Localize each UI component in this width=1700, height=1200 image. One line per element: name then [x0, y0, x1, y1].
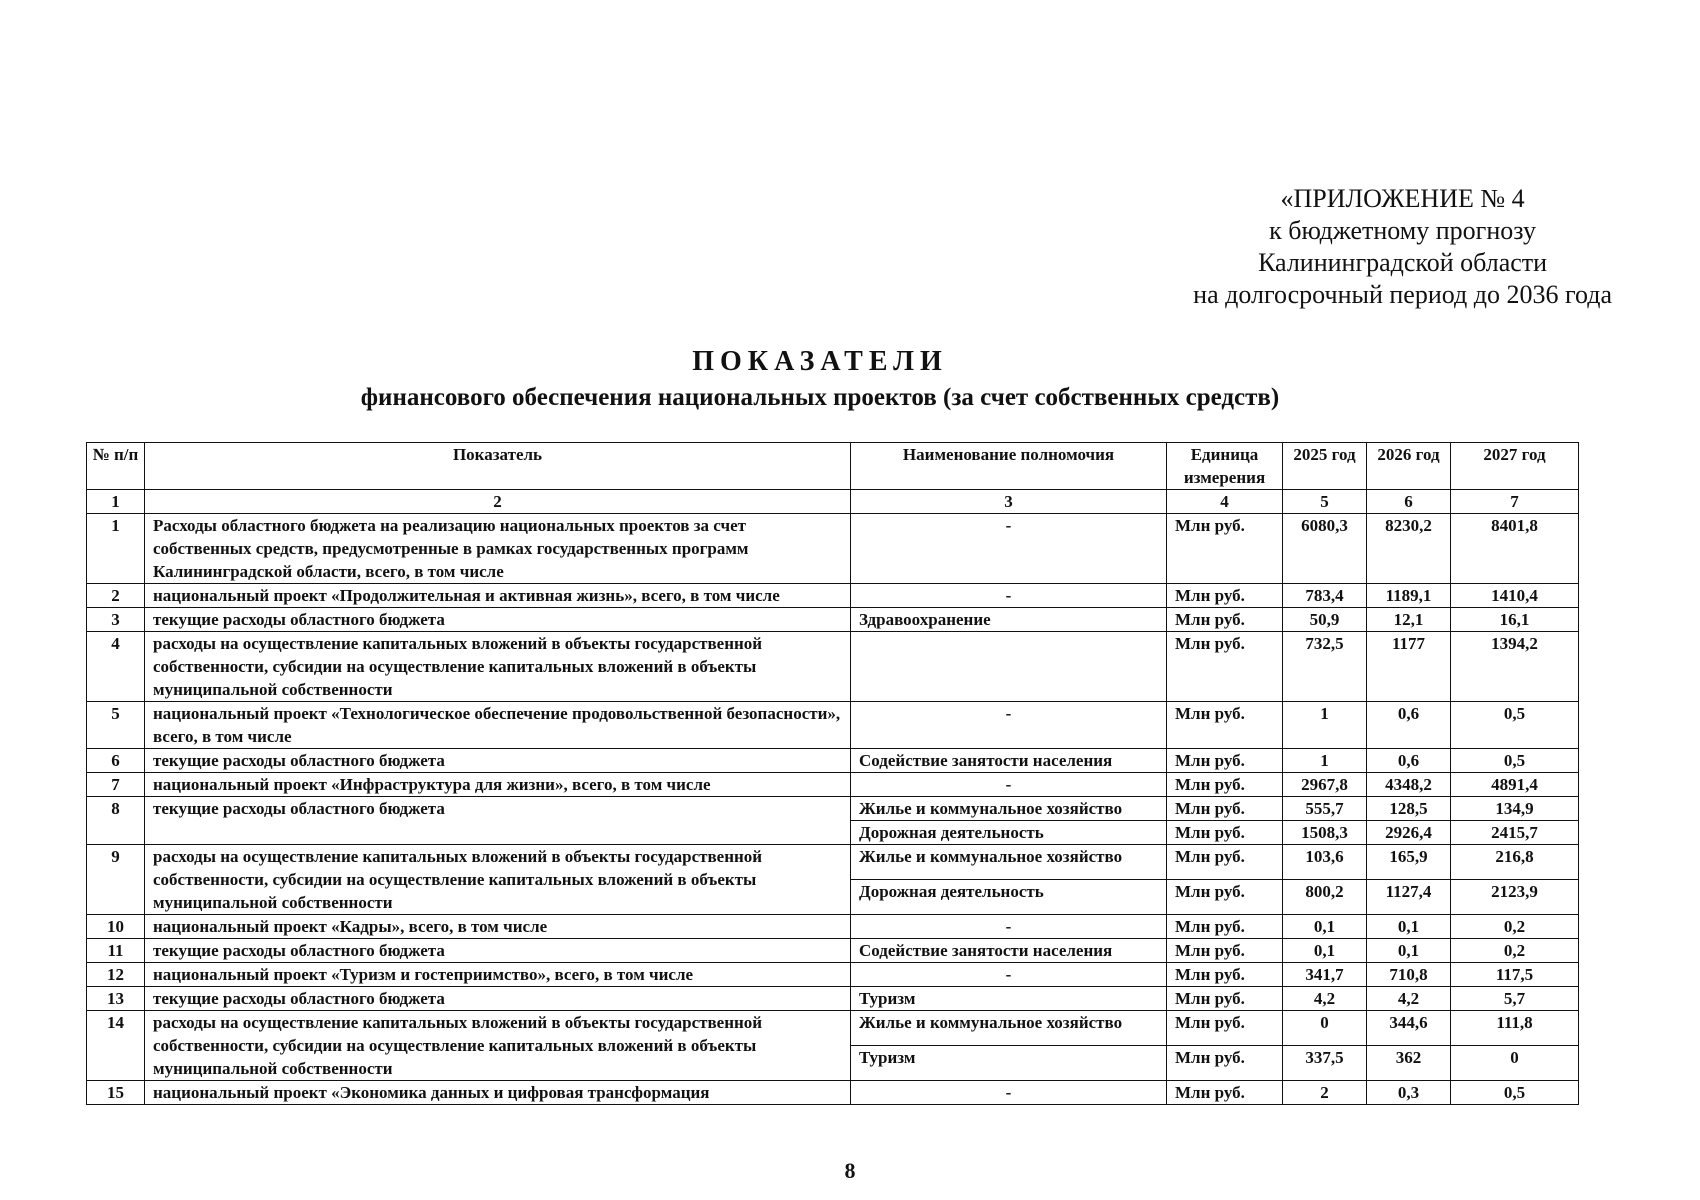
appendix-line-4: на долгосрочный период до 2036 года [1193, 280, 1612, 309]
row-value-2027: 16,1 [1451, 608, 1579, 632]
title-main: ПОКАЗАТЕЛИ [692, 346, 948, 377]
row-number: 2 [87, 584, 145, 608]
row-authority: - [851, 514, 1167, 584]
row-authority: - [851, 915, 1167, 939]
table-row [87, 1011, 1579, 1046]
row-number: 12 [87, 963, 145, 987]
row-authority: Туризм [851, 1046, 1167, 1081]
row-unit: Млн руб. [1167, 797, 1283, 821]
row-value-2026: 0,1 [1367, 915, 1451, 939]
row-indicator: текущие расходы областного бюджета [145, 797, 851, 845]
indicators-table [86, 442, 1579, 1105]
row-value-2026: 710,8 [1367, 963, 1451, 987]
row-value-2027: 0,5 [1451, 702, 1579, 749]
row-value-2027: 0,5 [1451, 1081, 1579, 1105]
table-row [87, 514, 1579, 584]
row-authority: - [851, 1081, 1167, 1105]
row-authority: - [851, 773, 1167, 797]
row-value-2025: 800,2 [1283, 880, 1367, 915]
row-authority [851, 632, 1167, 702]
column-number-cell: 4 [1167, 490, 1283, 514]
row-unit: Млн руб. [1167, 749, 1283, 773]
row-value-2025: 783,4 [1283, 584, 1367, 608]
row-number: 5 [87, 702, 145, 749]
row-unit: Млн руб. [1167, 632, 1283, 702]
row-value-2026: 344,6 [1367, 1011, 1451, 1046]
table-row [87, 773, 1579, 797]
row-indicator: расходы на осуществление капитальных вложений в объекты государственной собственности, субсидии на осуществление капитальных вложений в объекты муниципальной собственности [145, 845, 851, 915]
header-authority: Наименование полномочия [851, 443, 1167, 490]
appendix-line-2: к бюджетному прогнозу [1269, 216, 1536, 245]
row-value-2025: 4,2 [1283, 987, 1367, 1011]
row-value-2027: 0,2 [1451, 939, 1579, 963]
column-number-cell: 7 [1451, 490, 1579, 514]
row-value-2025: 0 [1283, 1011, 1367, 1046]
table-row [87, 797, 1579, 821]
row-value-2026: 4,2 [1367, 987, 1451, 1011]
row-value-2027: 2123,9 [1451, 880, 1579, 915]
row-value-2027: 1410,4 [1451, 584, 1579, 608]
table-row [87, 749, 1579, 773]
row-value-2027: 0 [1451, 1046, 1579, 1081]
row-authority: - [851, 584, 1167, 608]
column-number-cell: 2 [145, 490, 851, 514]
row-number: 10 [87, 915, 145, 939]
row-value-2027: 134,9 [1451, 797, 1579, 821]
row-value-2026: 12,1 [1367, 608, 1451, 632]
row-unit: Млн руб. [1167, 915, 1283, 939]
row-number: 13 [87, 987, 145, 1011]
row-value-2026: 1177 [1367, 632, 1451, 702]
row-value-2025: 732,5 [1283, 632, 1367, 702]
table-row [87, 702, 1579, 749]
row-indicator: расходы на осуществление капитальных вложений в объекты государственной собственности, субсидии на осуществление капитальных вложений в объекты муниципальной собственности [145, 632, 851, 702]
column-number-row [87, 490, 1579, 514]
header-2026: 2026 год [1367, 443, 1451, 490]
row-number: 6 [87, 749, 145, 773]
row-value-2025: 341,7 [1283, 963, 1367, 987]
row-value-2027: 111,8 [1451, 1011, 1579, 1046]
row-authority: Туризм [851, 987, 1167, 1011]
header-2025: 2025 год [1283, 443, 1367, 490]
header-2027: 2027 год [1451, 443, 1579, 490]
row-unit: Млн руб. [1167, 987, 1283, 1011]
row-authority: Жилье и коммунальное хозяйство [851, 1011, 1167, 1046]
row-authority: Здравоохранение [851, 608, 1167, 632]
row-value-2025: 1 [1283, 702, 1367, 749]
row-authority: - [851, 963, 1167, 987]
row-value-2025: 555,7 [1283, 797, 1367, 821]
table-row [87, 845, 1579, 880]
row-indicator: Расходы областного бюджета на реализацию национальных проектов за счет собственных средств, предусмотренные в рамках государственных программ Калининградской области, всего, в том числе [145, 514, 851, 584]
row-number: 1 [87, 514, 145, 584]
row-value-2025: 337,5 [1283, 1046, 1367, 1081]
row-unit: Млн руб. [1167, 1046, 1283, 1081]
row-unit: Млн руб. [1167, 1081, 1283, 1105]
column-number-cell: 1 [87, 490, 145, 514]
row-unit: Млн руб. [1167, 880, 1283, 915]
row-value-2027: 216,8 [1451, 845, 1579, 880]
row-number: 11 [87, 939, 145, 963]
table-row [87, 939, 1579, 963]
row-indicator: текущие расходы областного бюджета [145, 987, 851, 1011]
row-value-2026: 1189,1 [1367, 584, 1451, 608]
header-unit: Единица измерения [1167, 443, 1283, 490]
row-value-2026: 2926,4 [1367, 821, 1451, 845]
row-value-2026: 0,6 [1367, 702, 1451, 749]
row-number: 15 [87, 1081, 145, 1105]
title-subtitle: финансового обеспечения национальных проектов (за счет собственных средств) [360, 384, 1280, 411]
table-header [87, 443, 1579, 490]
row-indicator: национальный проект «Кадры», всего, в том числе [145, 915, 851, 939]
row-value-2026: 1127,4 [1367, 880, 1451, 915]
row-value-2026: 165,9 [1367, 845, 1451, 880]
row-unit: Млн руб. [1167, 702, 1283, 749]
appendix-line-3: Калининградской области [1258, 248, 1548, 277]
row-number: 8 [87, 797, 145, 845]
row-authority: Содействие занятости населения [851, 939, 1167, 963]
row-value-2025: 2 [1283, 1081, 1367, 1105]
row-indicator: текущие расходы областного бюджета [145, 939, 851, 963]
table-row [87, 963, 1579, 987]
row-unit: Млн руб. [1167, 514, 1283, 584]
row-indicator: национальный проект «Инфраструктура для жизни», всего, в том числе [145, 773, 851, 797]
table-row [87, 1081, 1579, 1105]
row-indicator: национальный проект «Технологическое обеспечение продовольственной безопасности», всего, в том числе [145, 702, 851, 749]
column-number-cell: 5 [1283, 490, 1367, 514]
row-value-2027: 8401,8 [1451, 514, 1579, 584]
row-value-2027: 4891,4 [1451, 773, 1579, 797]
row-indicator: текущие расходы областного бюджета [145, 608, 851, 632]
row-indicator: национальный проект «Продолжительная и активная жизнь», всего, в том числе [145, 584, 851, 608]
row-value-2025: 1 [1283, 749, 1367, 773]
row-unit: Млн руб. [1167, 584, 1283, 608]
document-title [300, 345, 1340, 415]
row-value-2027: 1394,2 [1451, 632, 1579, 702]
row-value-2026: 362 [1367, 1046, 1451, 1081]
row-unit: Млн руб. [1167, 845, 1283, 880]
row-value-2027: 117,5 [1451, 963, 1579, 987]
row-value-2026: 0,1 [1367, 939, 1451, 963]
row-number: 9 [87, 845, 145, 915]
row-value-2025: 6080,3 [1283, 514, 1367, 584]
row-indicator: текущие расходы областного бюджета [145, 749, 851, 773]
row-value-2027: 5,7 [1451, 987, 1579, 1011]
row-indicator: национальный проект «Туризм и гостеприимство», всего, в том числе [145, 963, 851, 987]
appendix-header [1193, 183, 1612, 311]
row-unit: Млн руб. [1167, 939, 1283, 963]
row-value-2026: 4348,2 [1367, 773, 1451, 797]
table-row [87, 584, 1579, 608]
row-value-2025: 0,1 [1283, 915, 1367, 939]
table-row [87, 608, 1579, 632]
row-value-2027: 0,2 [1451, 915, 1579, 939]
row-value-2025: 103,6 [1283, 845, 1367, 880]
row-authority: Дорожная деятельность [851, 821, 1167, 845]
column-number-cell: 6 [1367, 490, 1451, 514]
row-indicator: расходы на осуществление капитальных вложений в объекты государственной собственности, субсидии на осуществление капитальных вложений в объекты муниципальной собственности [145, 1011, 851, 1081]
row-number: 3 [87, 608, 145, 632]
row-indicator: национальный проект «Экономика данных и цифровая трансформация [145, 1081, 851, 1105]
row-value-2027: 2415,7 [1451, 821, 1579, 845]
row-unit: Млн руб. [1167, 1011, 1283, 1046]
row-authority: Содействие занятости населения [851, 749, 1167, 773]
column-number-cell: 3 [851, 490, 1167, 514]
row-value-2025: 1508,3 [1283, 821, 1367, 845]
row-value-2026: 0,6 [1367, 749, 1451, 773]
header-num: № п/п [87, 443, 145, 490]
table-row [87, 987, 1579, 1011]
row-unit: Млн руб. [1167, 608, 1283, 632]
row-unit: Млн руб. [1167, 821, 1283, 845]
row-authority: Дорожная деятельность [851, 880, 1167, 915]
row-value-2027: 0,5 [1451, 749, 1579, 773]
appendix-line-1: «ПРИЛОЖЕНИЕ № 4 [1280, 184, 1525, 213]
row-value-2025: 0,1 [1283, 939, 1367, 963]
row-number: 14 [87, 1011, 145, 1081]
table-row [87, 632, 1579, 702]
row-value-2025: 50,9 [1283, 608, 1367, 632]
row-number: 4 [87, 632, 145, 702]
row-authority: - [851, 702, 1167, 749]
table-row [87, 915, 1579, 939]
row-value-2026: 128,5 [1367, 797, 1451, 821]
row-authority: Жилье и коммунальное хозяйство [851, 797, 1167, 821]
row-unit: Млн руб. [1167, 773, 1283, 797]
header-row [87, 443, 1579, 490]
header-indicator: Показатель [145, 443, 851, 490]
row-number: 7 [87, 773, 145, 797]
row-value-2026: 8230,2 [1367, 514, 1451, 584]
page-number: 8 [844, 1158, 856, 1183]
table-body [87, 490, 1579, 1105]
row-value-2026: 0,3 [1367, 1081, 1451, 1105]
row-unit: Млн руб. [1167, 963, 1283, 987]
row-value-2025: 2967,8 [1283, 773, 1367, 797]
row-authority: Жилье и коммунальное хозяйство [851, 845, 1167, 880]
